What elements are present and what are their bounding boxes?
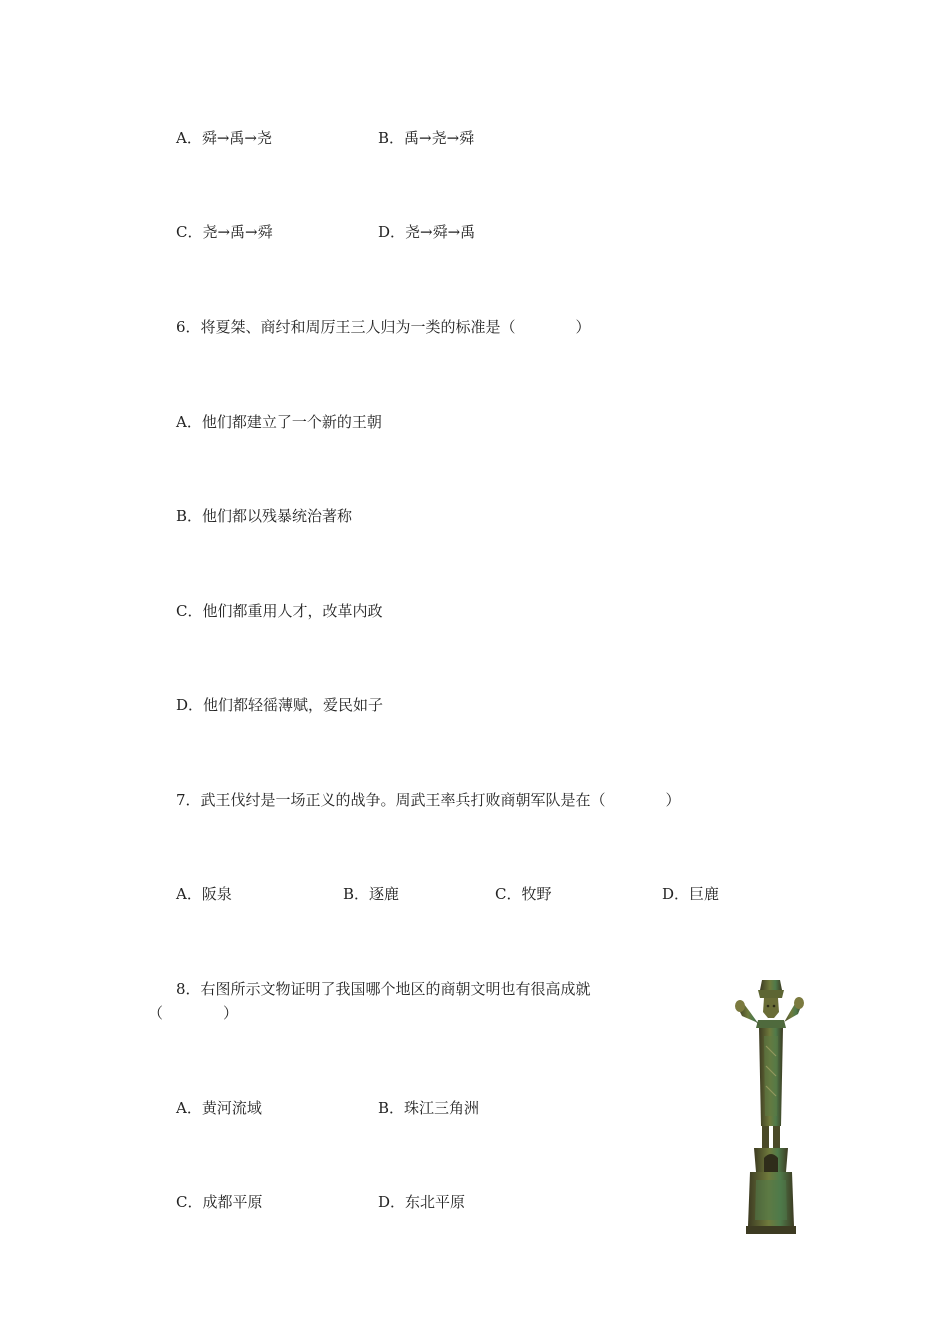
q6-stem: 6．将夏桀、商纣和周厉王三人归为一类的标准是（ ） [176, 318, 591, 336]
q6-option-b: B．他们都以残暴统治著称 [176, 507, 353, 525]
q5-option-a: A．舜→禹→尧 [176, 129, 272, 147]
q8-option-c: C．成都平原 [176, 1193, 263, 1211]
q8-option-a: A．黄河流域 [176, 1099, 262, 1117]
q7-option-b: B．逐鹿 [343, 885, 400, 903]
q7-option-a: A．阪泉 [176, 885, 232, 903]
q7-option-d: D．巨鹿 [662, 885, 720, 903]
bronze-statue-figure [728, 976, 814, 1238]
q5-option-b: B．禹→尧→舜 [378, 129, 475, 147]
q7-option-c: C．牧野 [495, 885, 552, 903]
q8-stem: 8．右图所示文物证明了我国哪个地区的商朝文明也有很高成就 [176, 980, 591, 998]
q6-option-a: A．他们都建立了一个新的王朝 [176, 413, 382, 431]
q6-option-d: D．他们都轻徭薄赋，爱民如子 [176, 696, 384, 714]
q5-option-c: C．尧→禹→舜 [176, 223, 273, 241]
q8-option-d: D．东北平原 [378, 1193, 466, 1211]
q6-option-c: C．他们都重用人才，改革内政 [176, 602, 383, 620]
q7-stem: 7．武王伐纣是一场正义的战争。周武王率兵打败商朝军队是在（ ） [176, 791, 681, 809]
q8-option-b: B．珠江三角洲 [378, 1099, 480, 1117]
q8-stem-continued: （ ） [148, 1004, 239, 1022]
q5-option-d: D．尧→舜→禹 [378, 223, 476, 241]
